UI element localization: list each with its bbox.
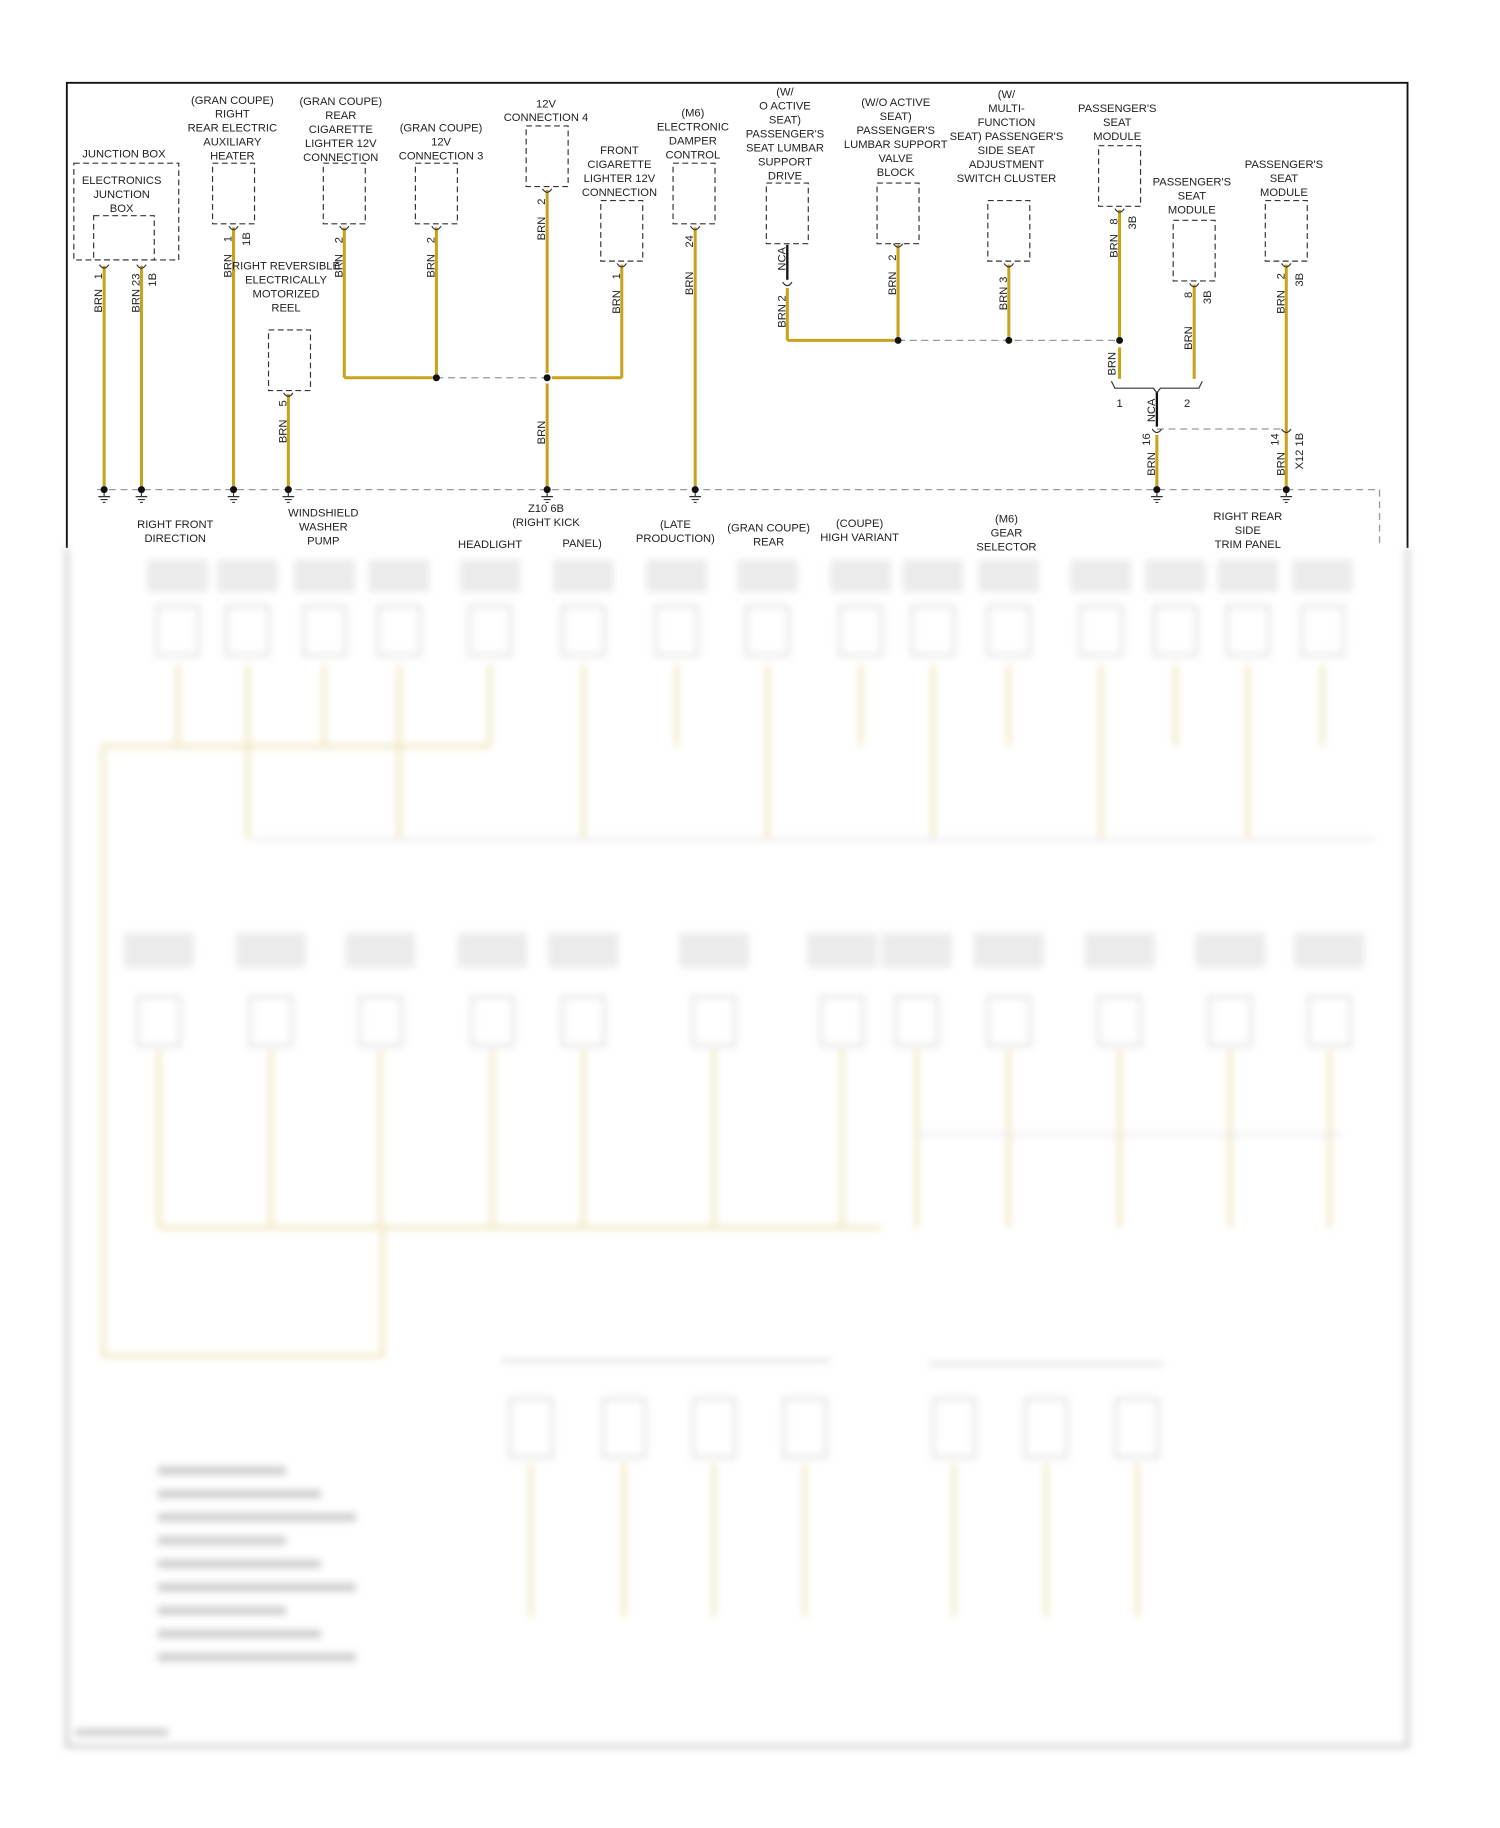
splice-node (895, 337, 902, 344)
component-label-heater: AUXILIARY (203, 136, 262, 149)
component-label-ejb: JUNCTION (93, 189, 150, 202)
component-label-g_wwp: PUMP (307, 535, 340, 548)
component-label-psm1: SEAT (1103, 116, 1132, 129)
component-label-g_rfd: DIRECTION (144, 533, 207, 546)
component-label-rcig: CIGARETTE (308, 123, 373, 136)
splice-node (544, 374, 551, 381)
component-label-psm1: MODULE (1093, 130, 1142, 143)
component-label-rcig: REAR (325, 109, 357, 122)
wire-label: 8 (1183, 291, 1196, 299)
component-label-c3: CONNECTION 3 (398, 150, 484, 163)
component-box-c3 (415, 163, 457, 224)
wire-label: 16 (1141, 433, 1154, 446)
component-label-g_panel: PANEL) (562, 537, 602, 550)
wire-label: 3B (1127, 215, 1140, 230)
component-label-psm1: PASSENGER'S (1078, 102, 1157, 115)
component-box-damper (673, 163, 715, 224)
wire-label: BRN (536, 420, 549, 445)
wire-label: 2 (425, 237, 438, 244)
component-label-reel: ELECTRICALLY (245, 274, 327, 287)
component-label-multi: SEAT) PASSENGER'S (949, 130, 1064, 143)
component-label-fcig: FRONT (600, 144, 639, 157)
wire-label: 24 (684, 235, 697, 248)
component-label-g_rfd: RIGHT FRONT (137, 519, 214, 532)
brace-pin-label: 2 (1184, 397, 1191, 410)
wire-label: BRN (1275, 290, 1288, 314)
component-label-jb: JUNCTION BOX (82, 148, 166, 161)
ground-icon (228, 486, 240, 502)
component-label-heater: (GRAN COUPE) (191, 94, 274, 107)
wire-label: BRN (1275, 452, 1288, 476)
component-label-ejb: ELECTRONICS (81, 175, 162, 188)
component-label-rcig: LIGHTER 12V (305, 137, 377, 150)
wire-label: BRN (93, 288, 106, 313)
component-label-fcig: LIGHTER 12V (583, 172, 656, 185)
wire-label: BRN (1145, 452, 1158, 476)
component-label-rcig: (GRAN COUPE) (299, 95, 383, 108)
component-box-valve (877, 183, 919, 244)
ground-icon (541, 486, 553, 502)
component-label-g_rrs: TRIM PANEL (1214, 538, 1281, 551)
component-label-g_rrs: RIGHT REAR (1213, 510, 1283, 523)
brace-pin-label: 1 (1116, 397, 1123, 410)
wire-label: BRN (887, 271, 900, 296)
component-label-reel: MOTORIZED (252, 288, 320, 301)
wire-label: 3B (1293, 272, 1306, 287)
component-box-psm2 (1173, 220, 1215, 281)
component-label-valve: VALVE (878, 153, 913, 166)
component-label-psm3: MODULE (1260, 186, 1308, 199)
component-label-damper: (M6) (681, 107, 705, 120)
wire-label: 2 (536, 198, 549, 205)
component-label-reel: REEL (271, 302, 301, 315)
component-label-valve: BLOCK (876, 167, 915, 180)
component-label-heater: HEATER (210, 150, 255, 163)
wire-label: BRN (333, 253, 346, 278)
component-label-multi: ADJUSTMENT (968, 158, 1045, 171)
labels (82, 87, 1323, 554)
component-label-rcig: CONNECTION (303, 151, 379, 164)
blurred-lower-diagram (67, 548, 1408, 1746)
wire-label: BRN (1183, 326, 1196, 350)
component-label-lumbar: SEAT) (768, 114, 802, 127)
component-label-g_gear: SELECTOR (976, 541, 1037, 554)
wire-label: 2 (333, 237, 346, 244)
component-label-multi: MULTI- (988, 102, 1025, 115)
wire-label: 1B (146, 272, 159, 287)
component-label-valve: PASSENGER'S (856, 125, 935, 138)
component-label-lumbar: O ACTIVE (759, 100, 811, 113)
component-box-fcig (601, 201, 643, 262)
component-label-lumbar: PASSENGER'S (745, 128, 825, 141)
diagram-frame (67, 83, 1408, 548)
wire-label: 3 (997, 276, 1010, 283)
component-label-psm3: PASSENGER'S (1244, 158, 1324, 171)
wire-label: 1 (610, 273, 623, 280)
component-label-lumbar: DRIVE (767, 170, 803, 183)
component-label-multi: SIDE SEAT (977, 144, 1036, 157)
wire-label: 2 (1275, 273, 1288, 280)
component-label-multi: SWITCH CLUSTER (956, 172, 1057, 185)
component-label-multi: FUNCTION (977, 116, 1036, 129)
component-label-g_gear: GEAR (990, 527, 1023, 540)
component-label-lumbar: (W/ (776, 86, 794, 99)
wire-label: X12 1B (1293, 432, 1306, 470)
wire-label: BRN (997, 286, 1010, 311)
component-label-g_hv: HIGH VARIANT (820, 531, 899, 544)
wire-label: BRN (536, 216, 549, 241)
splice-node (1116, 337, 1123, 344)
wires (97, 186, 1379, 548)
component-box-rcig (323, 163, 365, 224)
component-label-damper: CONTROL (665, 149, 721, 162)
component-label-damper: ELECTRONIC (656, 121, 729, 134)
wire-label: NCA (776, 246, 789, 271)
component-label-damper: DAMPER (668, 135, 717, 148)
ground-icon (689, 486, 701, 502)
wire-label: BRN (425, 253, 438, 278)
splice-node (433, 374, 440, 381)
component-label-psm2: SEAT (1177, 190, 1207, 203)
wire-label: 23 (130, 273, 143, 287)
splice-node (1005, 337, 1012, 344)
wire-label: NCA (1145, 398, 1158, 423)
component-label-g_z10: Z10 6B (527, 502, 565, 515)
component-label-c3: (GRAN COUPE) (399, 122, 483, 135)
component-label-c4: 12V (536, 98, 556, 111)
ground-icon (1280, 486, 1292, 502)
component-label-g_z10: (RIGHT KICK (512, 516, 580, 529)
component-label-g_head: HEADLIGHT (458, 538, 523, 551)
component-label-g_wwp: WASHER (298, 521, 348, 534)
component-label-lumbar: SEAT LUMBAR (746, 142, 824, 155)
wire-brace (1111, 381, 1202, 393)
wire-label: 8 (1108, 218, 1121, 225)
component-label-g_wwp: WINDSHIELD (288, 507, 359, 520)
component-label-g_gear: (M6) (994, 513, 1018, 526)
component-label-valve: (W/O ACTIVE (861, 97, 931, 110)
component-label-fcig: CONNECTION (581, 186, 658, 199)
component-label-g_gcr: REAR (753, 536, 785, 549)
wire-label: 1B (241, 232, 254, 246)
wire-label: 3B (1201, 290, 1214, 305)
ground-icon (1151, 486, 1163, 502)
component-label-psm2: MODULE (1167, 204, 1216, 217)
component-box-heater (213, 163, 255, 224)
component-box-reel (269, 330, 311, 391)
wire-label: 5 (277, 400, 290, 407)
component-label-lumbar: SUPPORT (758, 156, 812, 169)
component-label-c4: CONNECTION 4 (503, 112, 589, 125)
component-label-psm2: PASSENGER'S (1152, 176, 1232, 189)
component-label-ejb: BOX (109, 203, 134, 216)
connector-icon (783, 282, 792, 285)
component-label-heater: REAR ELECTRIC (187, 122, 278, 135)
component-label-fcig: CIGARETTE (587, 158, 652, 171)
component-boxes (74, 123, 1307, 391)
wire-label: 14 (1269, 433, 1282, 446)
component-label-g_gcr: (GRAN COUPE) (727, 522, 810, 535)
component-label-reel: RIGHT REVERSIBLE (232, 260, 340, 273)
component-label-g_late: (LATE (659, 519, 691, 532)
component-box-psm3 (1265, 201, 1307, 262)
wire-label: BRN (130, 288, 143, 313)
component-label-heater: RIGHT (214, 108, 250, 121)
wire-label: 2 (887, 254, 900, 261)
ground-icon (98, 486, 110, 502)
wire-label: BRN (222, 253, 235, 278)
component-label-valve: SEAT) (879, 111, 912, 124)
wire-label: BRN (277, 419, 290, 444)
component-label-g_hv: (COUPE) (835, 517, 884, 530)
wire-label: BRN (610, 290, 623, 314)
wire-label: 2 (776, 295, 789, 302)
component-label-multi: (W/ (997, 88, 1016, 101)
ground-icon (136, 486, 148, 502)
wire-label: 1 (93, 273, 106, 280)
wire-label: BRN (776, 304, 789, 328)
wire-label: BRN (684, 271, 697, 296)
wire-label: BRN (1106, 351, 1119, 376)
component-label-psm3: SEAT (1269, 172, 1299, 185)
component-label-g_rrs: SIDE (1234, 524, 1261, 537)
component-box-multi (988, 201, 1030, 262)
wire-label: BRN (1108, 234, 1121, 258)
component-box-c4 (526, 126, 568, 187)
component-label-c3: 12V (431, 136, 452, 149)
component-label-valve: LUMBAR SUPPORT (843, 139, 948, 152)
component-box-psm1 (1099, 146, 1141, 207)
component-box-ejb_i (94, 216, 155, 260)
component-label-g_late: PRODUCTION) (635, 533, 715, 546)
ground-icon (283, 486, 295, 502)
component-box-lumbar (766, 183, 808, 244)
wire-label: 1 (222, 235, 235, 243)
